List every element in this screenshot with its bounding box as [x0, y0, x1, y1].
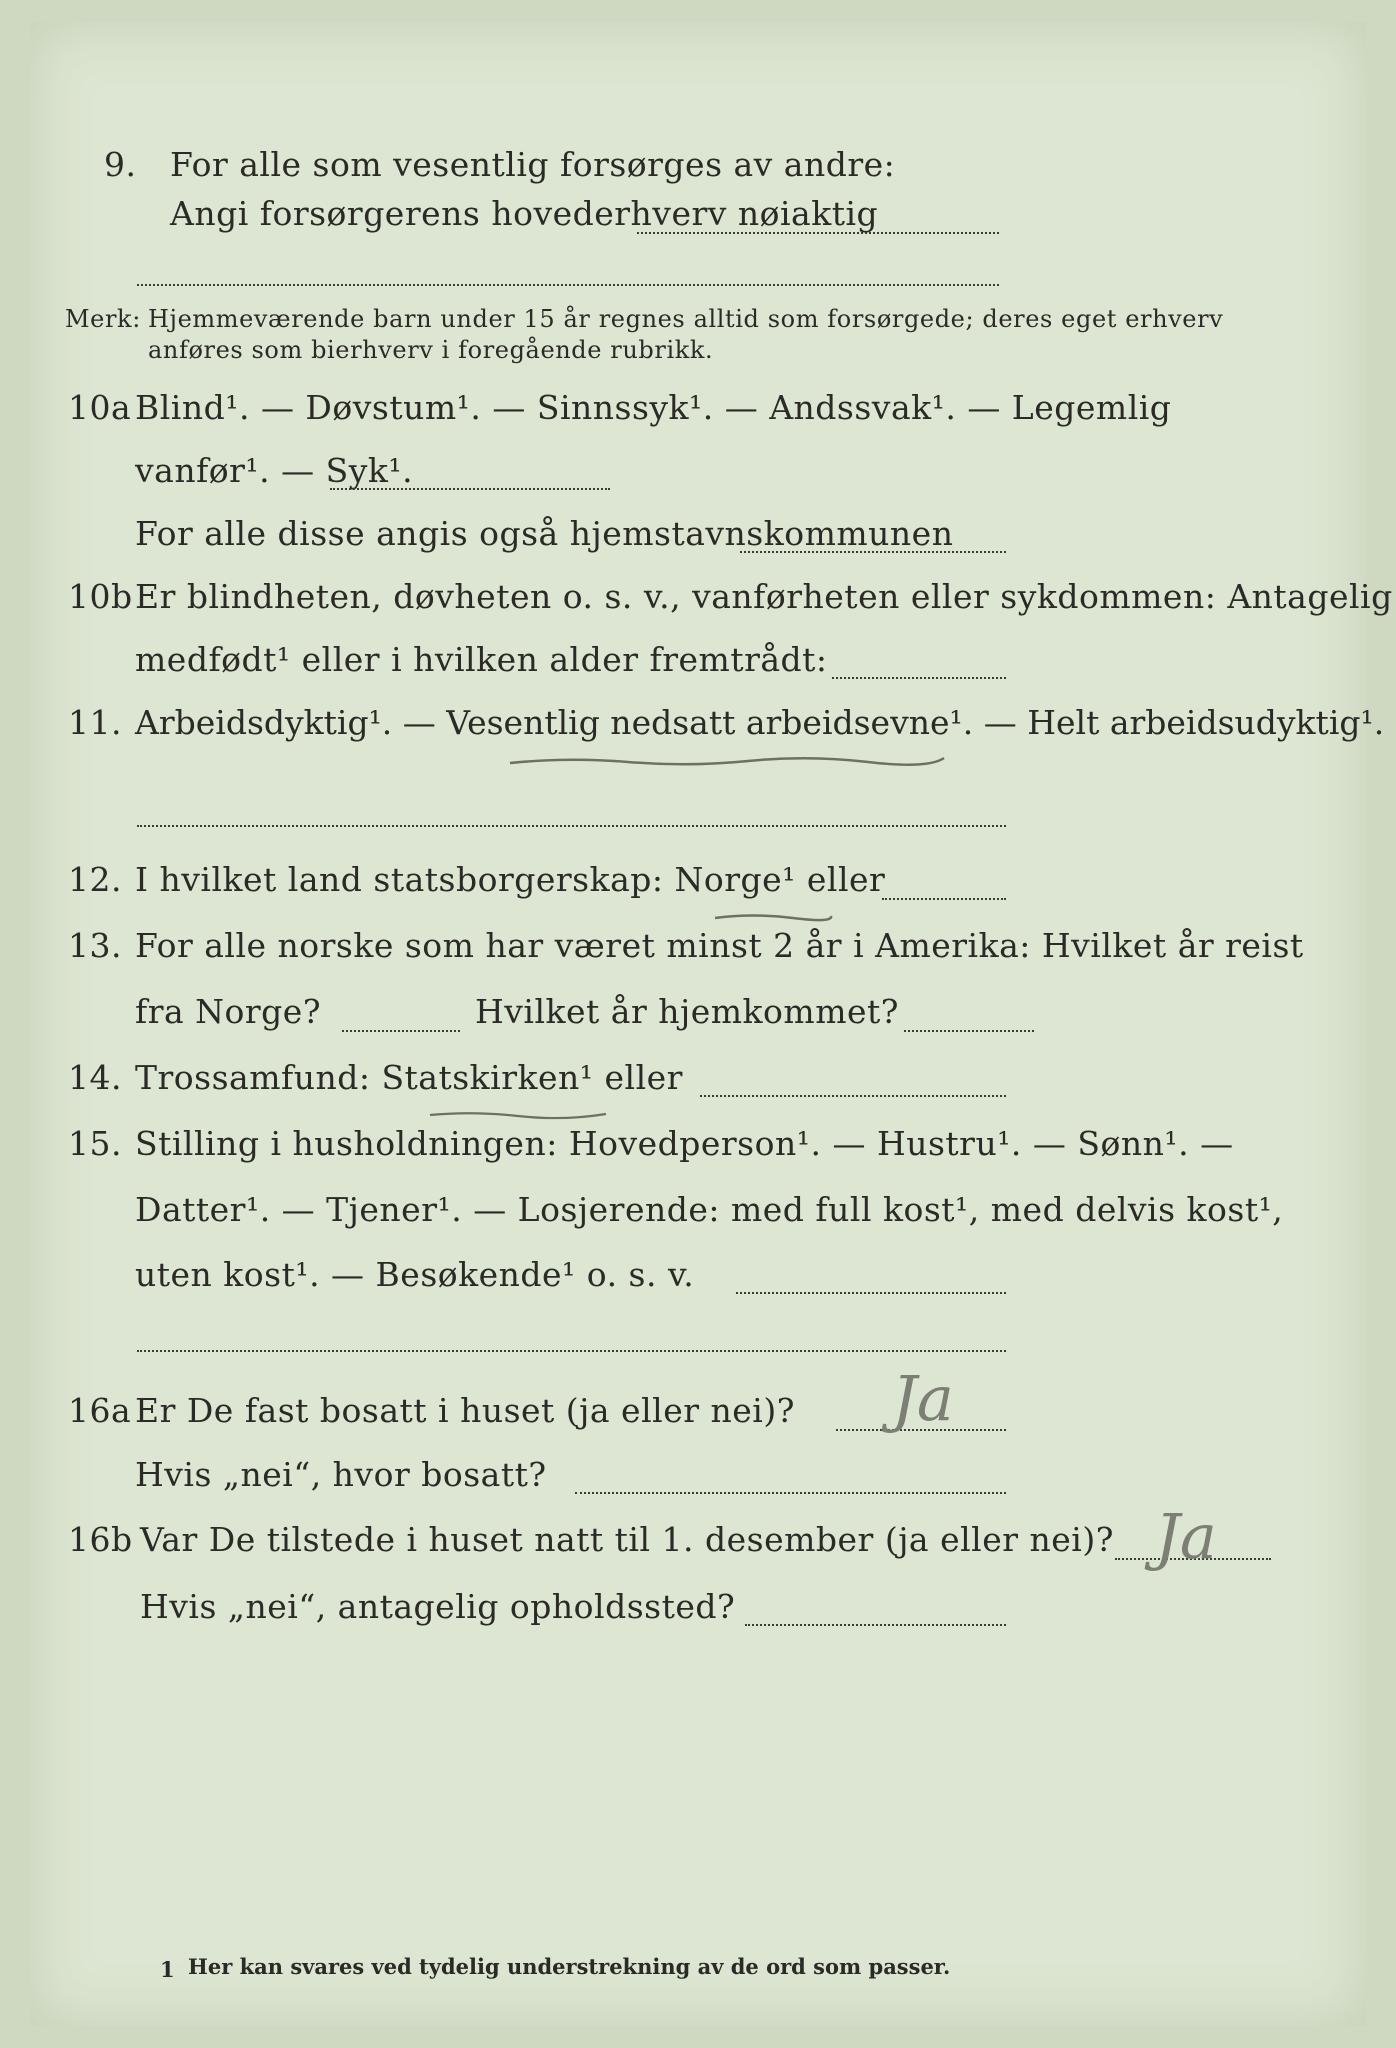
question-text: medfødt¹ eller i hvilken alder fremtrådt: [135, 640, 828, 679]
question-text: Hvis „nei“, antagelig opholdssted? [140, 1587, 736, 1626]
footnote-mark: 1 [160, 1957, 175, 1982]
question-text: Er De fast bosatt i huset (ja eller nei)? [135, 1391, 795, 1430]
answer-line[interactable] [330, 488, 610, 490]
question-text: For alle disse angis også hjemstavnskommunen [135, 514, 954, 553]
handwritten-underline [713, 910, 833, 924]
handwritten-underline [508, 754, 948, 768]
answer-line[interactable] [575, 1492, 1006, 1494]
question-text: Trossamfund: Statskirken¹ eller [135, 1058, 683, 1097]
question-text: Er blindheten, døvheten o. s. v., vanførheten eller sykdommen: Antagelig [135, 577, 1393, 616]
answer-line[interactable] [342, 1030, 460, 1032]
question-number: 9. [104, 145, 137, 184]
note-label: Merk: [65, 305, 141, 333]
question-number: 10b [68, 577, 133, 616]
note-text: anføres som bierhverv i foregående rubrikk. [148, 336, 714, 364]
answer-line[interactable] [882, 898, 1006, 900]
question-text: Hvis „nei“, hvor bosatt? [135, 1455, 547, 1494]
answer-line[interactable] [700, 1095, 1006, 1097]
census-form-page [30, 22, 1393, 2026]
question-number: 16b [68, 1520, 133, 1559]
question-number: 12. [68, 860, 122, 899]
question-text: Var De tilstede i huset natt til 1. desember (ja eller nei)? [140, 1520, 1114, 1559]
question-text: vanfør¹. — Syk¹. [135, 451, 414, 490]
question-text: For alle som vesentlig forsørges av andre: [170, 145, 896, 184]
question-number: 16a [68, 1391, 132, 1430]
answer-line[interactable] [137, 1350, 1006, 1352]
question-number: 14. [68, 1058, 122, 1097]
question-text: Arbeidsdyktig¹. — Vesentlig nedsatt arbeidsevne¹. — Helt arbeidsudyktig¹. [135, 703, 1385, 742]
question-text: I hvilket land statsborgerskap: Norge¹ eller [135, 860, 886, 899]
note-text: Hjemmeværende barn under 15 år regnes alltid som forsørgede; deres eget erhverv [148, 305, 1224, 333]
question-number: 15. [68, 1124, 122, 1163]
answer-line[interactable] [137, 284, 999, 286]
question-text: Angi forsørgerens hovederhverv nøiaktig [170, 194, 879, 233]
question-text: Datter¹. — Tjener¹. — Losjerende: med full kost¹, med delvis kost¹, [135, 1190, 1284, 1229]
answer-line[interactable] [745, 1624, 1006, 1626]
answer-line[interactable] [740, 551, 1006, 553]
answer-line[interactable] [736, 1292, 1006, 1294]
answer-line[interactable] [137, 825, 1006, 827]
question-text: fra Norge? [135, 992, 322, 1031]
question-number: 10a [68, 388, 132, 427]
answer-line[interactable] [637, 232, 999, 234]
question-number: 13. [68, 926, 122, 965]
answer-line[interactable] [904, 1030, 1034, 1032]
question-text: Blind¹. — Døvstum¹. — Sinnssyk¹. — Andssvak¹. — Legemlig [135, 388, 1172, 427]
question-text: Stilling i husholdningen: Hovedperson¹. — Hustru¹. — Sønn¹. — [135, 1124, 1234, 1163]
answer-line[interactable] [832, 677, 1006, 679]
question-text: For alle norske som har været minst 2 år i Amerika: Hvilket år reist [135, 926, 1304, 965]
handwritten-answer: Ja [892, 1362, 954, 1435]
question-number: 11. [68, 703, 122, 742]
question-text: uten kost¹. — Besøkende¹ o. s. v. [135, 1255, 695, 1294]
handwritten-underline [428, 1108, 608, 1122]
footnote-text: Her kan svares ved tydelig understrekning av de ord som passer. [188, 1954, 951, 1979]
handwritten-answer: Ja [1155, 1500, 1217, 1573]
question-text: Hvilket år hjemkommet? [475, 992, 899, 1031]
